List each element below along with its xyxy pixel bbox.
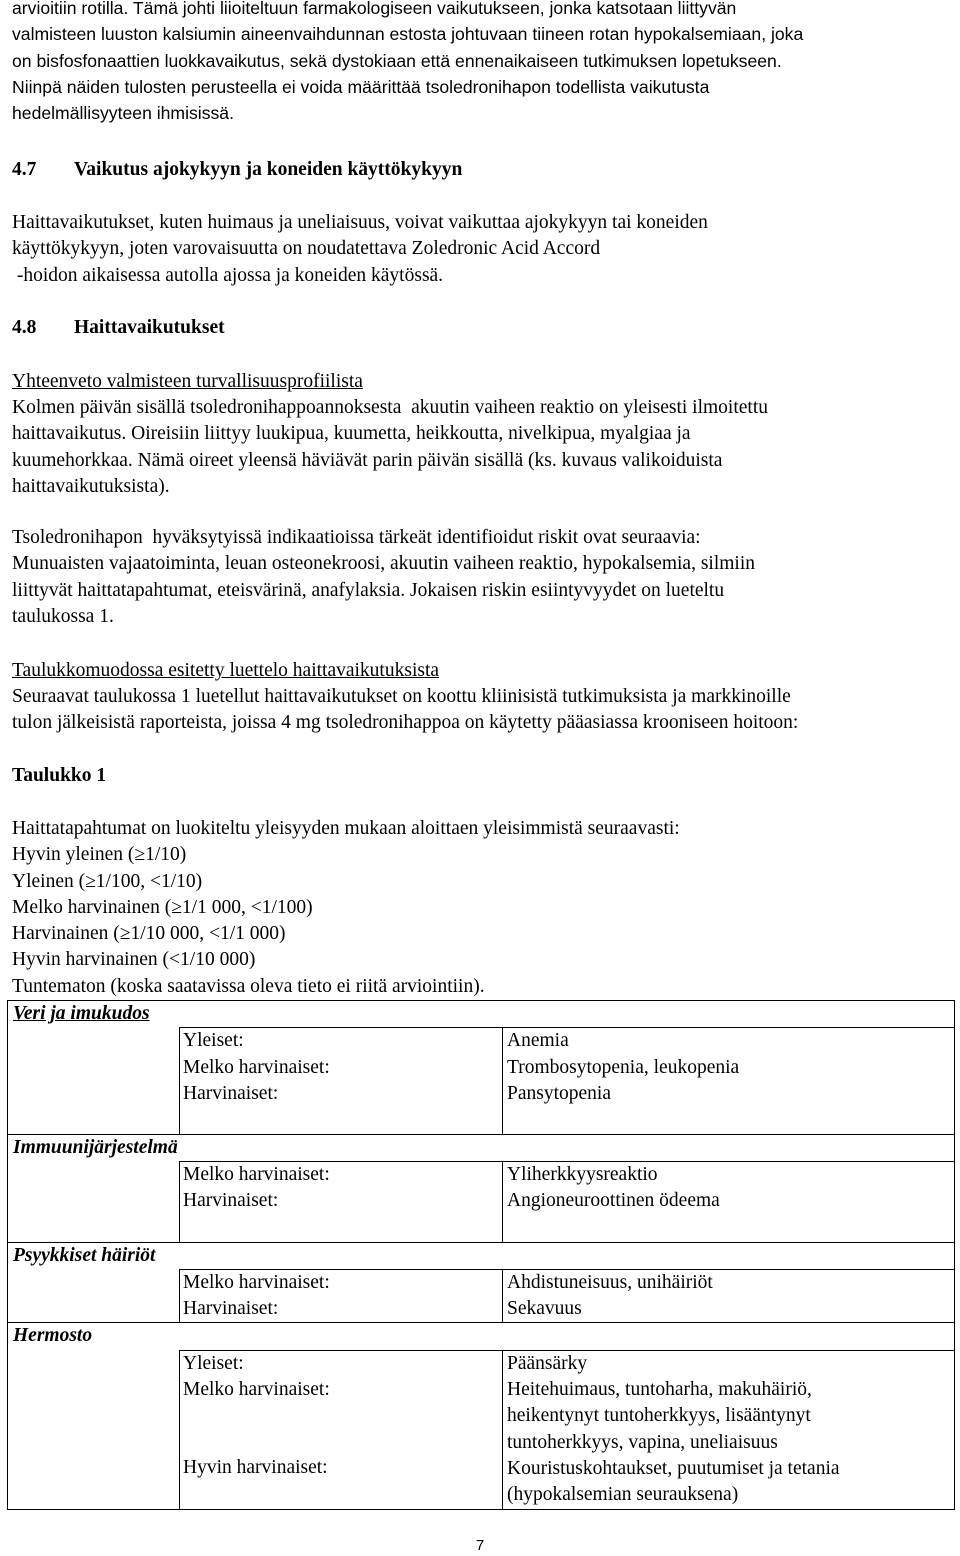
frequency-label: Melko harvinaiset: (183, 1056, 330, 1078)
table-cell (8, 1350, 180, 1509)
table-cell (503, 1269, 955, 1323)
table-row (8, 1162, 955, 1243)
effect-label: tuntoherkkyys, vapina, uneliaisuus (507, 1431, 778, 1453)
section-title: Vaikutus ajokykyyn ja koneiden käyttökykyyn (74, 159, 463, 180)
table-cell (8, 1028, 180, 1135)
text-line: haittavaikutus. Oireisiin liittyy luukipua, kuumetta, heikkoutta, nivelkipua, myalgiaa ja (12, 423, 691, 445)
tabulated-list-subheading: Taulukkomuodossa esitetty luettelo haittavaikutuksista (12, 660, 440, 681)
effect-label: (hypokalsemian seurauksena) (507, 1484, 739, 1506)
table-cell (8, 1162, 180, 1243)
adverse-reactions-table (7, 1000, 955, 1510)
frequency-label: Yleiset: (183, 1352, 244, 1374)
table-cell (503, 1350, 955, 1509)
table-row (8, 1269, 955, 1323)
frequency-label: Harvinaiset: (183, 1190, 279, 1212)
table-row (8, 1134, 955, 1161)
effect-label: Angioneuroottinen ödeema (507, 1190, 720, 1212)
risks-paragraph (12, 525, 755, 630)
text-line: -hoidon aikaisessa autolla ajossa ja koneiden käytössä. (12, 264, 444, 286)
table-cell (8, 1269, 180, 1323)
table-row (8, 1242, 955, 1269)
tabulated-list-paragraph (12, 684, 798, 737)
section-4-8-heading (12, 315, 225, 341)
text-line: haittavaikutuksista). (12, 475, 170, 497)
table-row (8, 1323, 955, 1350)
table-cell (180, 1162, 503, 1243)
section-title: Haittavaikutukset (74, 317, 225, 338)
text-line: tulon jälkeisistä raporteista, joissa 4 mg tsoledronihappoa on käytetty pääasiassa krooniseen hoitoon: (12, 712, 799, 734)
page-number: 7 (475, 1537, 485, 1554)
text-line: liittyvät haittatapahtumat, eteisvärinä, anafylaksia. Jokaisen riskin esiintyvyydet on lueteltu (12, 579, 725, 601)
effect-label: Päänsärky (507, 1352, 588, 1374)
effect-label: Yliherkkyysreaktio (507, 1164, 658, 1186)
safety-profile-paragraph (12, 395, 768, 500)
text-line: Niinpä näiden tulosten perusteella ei voida määrittää tsoledronihapon todellista vaikutusta (12, 76, 710, 97)
text-line: Hyvin harvinainen (<1/10 000) (12, 949, 256, 971)
text-line: Tuntematon (koska saatavissa oleva tieto ei riitä arviointiin). (12, 975, 485, 997)
section-4-7-heading (12, 157, 462, 183)
frequency-label: Harvinaiset: (183, 1082, 279, 1104)
section-number: 4.8 (12, 317, 37, 338)
effect-label: Anemia (507, 1030, 569, 1052)
table-cell (180, 1350, 503, 1509)
text-line: Haittatapahtumat on luokiteltu yleisyyden mukaan aloittaen yleisimmistä seuraavasti: (12, 818, 680, 839)
table-title: Taulukko 1 (12, 765, 107, 786)
table-cell (8, 1242, 955, 1269)
text-line: Munuaisten vajaatoiminta, leuan osteonekroosi, akuutin vaiheen reaktio, hypokalsemia, silmiin (12, 553, 755, 575)
effect-label: Ahdistuneisuus, unihäiriöt (507, 1271, 713, 1293)
table-cell (180, 1028, 503, 1135)
text-line: Kolmen päivän sisällä tsoledronihappoannoksesta akuutin vaiheen reaktio on yleisesti ilmoitettu (12, 397, 768, 418)
section-number: 4.7 (12, 159, 37, 180)
table-cell (8, 1001, 955, 1028)
text-line: Tsoledronihapon hyväksytyissä indikaatioissa tärkeät identifioidut riskit ovat seuraavia: (12, 527, 701, 548)
text-line: Hyvin yleinen (≥1/10) (12, 844, 187, 866)
text-line: käyttökykyyn, joten varovaisuutta on noudatettava Zoledronic Acid Accord (12, 238, 601, 260)
text-line: Yleinen (≥1/100, <1/10) (12, 870, 203, 892)
frequency-label: Melko harvinaiset: (183, 1379, 330, 1401)
text-line: kuumehorkkaa. Nämä oireet yleensä häviävät parin päivän sisällä (ks. kuvaus valikoiduista (12, 449, 723, 471)
table-cell (503, 1162, 955, 1243)
table-row (8, 1350, 955, 1509)
category-label: Psyykkiset häiriöt (13, 1244, 156, 1266)
text-line: Seuraavat taulukossa 1 luetellut haittavaikutukset on koottu kliinisistä tutkimuksista ja markkinoille (12, 686, 791, 707)
frequency-label: Melko harvinaiset: (183, 1271, 330, 1293)
table-row (8, 1001, 955, 1028)
text-line: Harvinainen (≥1/10 000, <1/1 000) (12, 923, 286, 945)
effect-label: Heitehuimaus, tuntoharha, makuhäiriö, (507, 1379, 812, 1401)
text-line: Haittavaikutukset, kuten huimaus ja uneliaisuus, voivat vaikuttaa ajokykyyn tai koneiden (12, 212, 708, 233)
frequency-label: Yleiset: (183, 1030, 244, 1052)
section-4-7-body (12, 210, 708, 289)
table-cell (180, 1269, 503, 1323)
text-line: Melko harvinainen (≥1/1 000, <1/100) (12, 896, 313, 918)
category-label: Hermosto (13, 1325, 93, 1347)
safety-profile-subheading: Yhteenveto valmisteen turvallisuusprofiilista (12, 371, 363, 392)
effect-label: Sekavuus (507, 1298, 582, 1320)
text-line: valmisteen luuston kalsiumin aineenvaihdunnan estosta johtuvaan tiineen rotan hypokalsemiaan, joka (12, 24, 804, 45)
effect-label: Trombosytopenia, leukopenia (507, 1056, 740, 1078)
table-cell (503, 1028, 955, 1135)
effect-label: Pansytopenia (507, 1082, 611, 1104)
top-paragraph (12, 0, 803, 126)
effect-label: heikentynyt tuntoherkkyys, lisääntynyt (507, 1405, 811, 1427)
effect-label: Kouristuskohtaukset, puutumiset ja tetania (507, 1457, 840, 1479)
frequency-label: Hyvin harvinaiset: (183, 1457, 328, 1479)
table-row (8, 1028, 955, 1135)
text-line: taulukossa 1. (12, 605, 114, 627)
frequency-label: Melko harvinaiset: (183, 1164, 330, 1186)
text-line: hedelmällisyyteen ihmisissä. (12, 103, 234, 124)
category-label: Veri ja imukudos (13, 1003, 150, 1024)
text-line: on bisfosfonaattien luokkavaikutus, sekä dystokiaan että ennenaikaiseen tutkimuksen lopetukseen. (12, 50, 782, 71)
category-label: Immuunijärjestelmä (13, 1136, 178, 1158)
table-cell (8, 1323, 955, 1350)
frequency-definitions (12, 816, 680, 1000)
text-line: arvioitiin rotilla. Tämä johti liioiteltuun farmakologiseen vaikutukseen, jonka katsotaan liittyvän (12, 0, 737, 18)
frequency-label: Harvinaiset: (183, 1298, 279, 1320)
table-cell (8, 1134, 955, 1161)
